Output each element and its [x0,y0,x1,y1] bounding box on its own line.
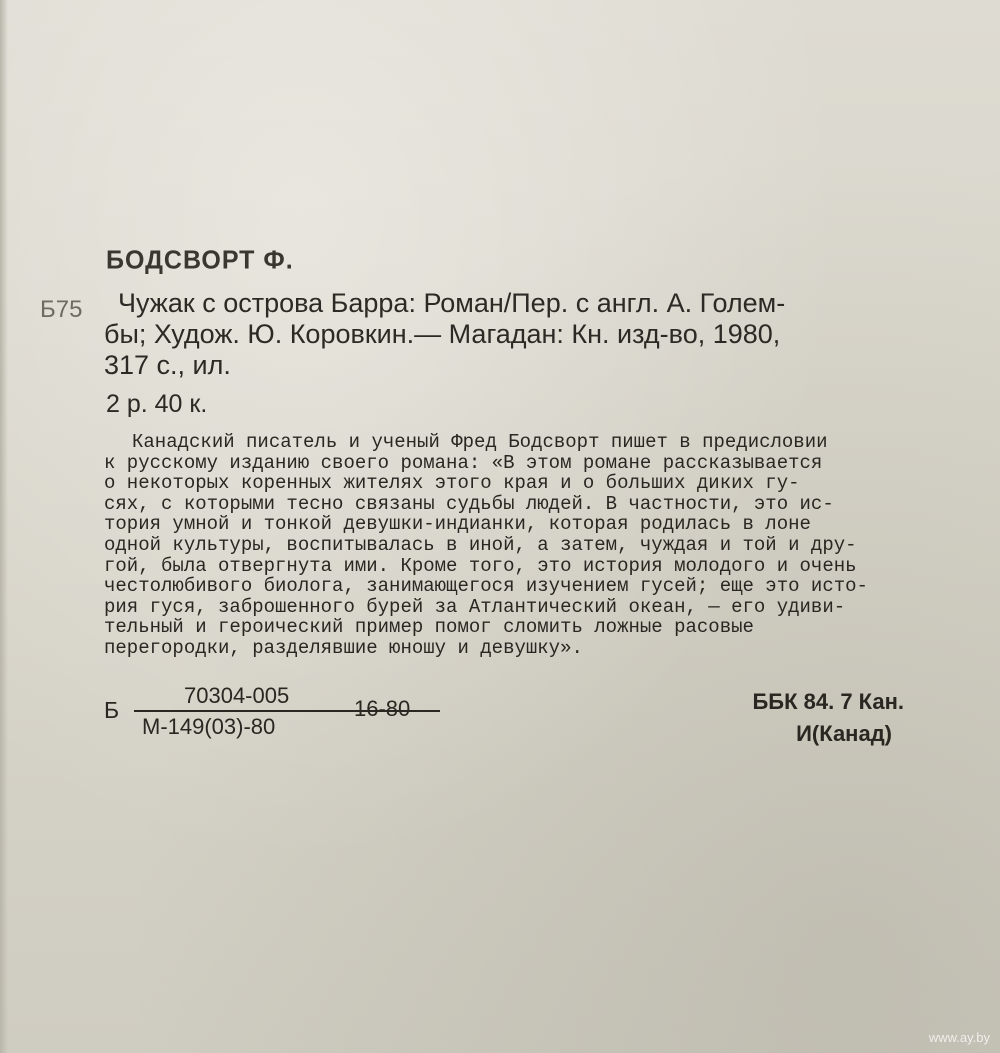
annotation-line: гой, была отвергнута ими. Кроме того, это история молодого и очень [104,554,857,577]
bib-line: Чужак с острова Барра: Роман/Пер. с англ. А. Голем- [118,288,786,318]
annotation-line: честолюбивого биолога, занимающегося изучением гусей; еще это исто- [104,575,868,598]
fraction-denominator: М-149(03)-80 [142,714,276,739]
bbk-classification [752,686,904,750]
bib-line: 317 с., ил. [104,350,231,380]
author-heading: БОДСВОРТ Ф. [106,245,294,275]
annotation-line: сях, с которыми тесно связаны судьбы людей. В частности, это ис- [104,492,834,515]
annotation [104,432,902,659]
bbk-subcode: И(Канад) [796,721,892,746]
price: 2 р. 40 к. [106,390,208,418]
fraction-letter: Б [104,697,120,723]
annotation-line: тория умной и тонкой девушки-индианки, которая родилась в лоне [104,513,811,536]
bib-line: бы; Худож. Ю. Коровкин.— Магадан: Кн. изд-во, 1980, [104,319,781,349]
bibliographic-description [104,288,904,381]
author-index-code: Б75 [40,296,83,323]
annotation-line: одной культуры, воспитывалась в иной, а затем, чуждая и той и дру- [104,533,857,556]
fraction-suffix: 16-80 [354,696,411,721]
annotation-line: тельный и героический пример помог сломить ложные расовые [104,616,754,639]
annotation-line: к русскому изданию своего романа: «В этом романе рассказывается [104,451,823,474]
fraction-numerator: 70304-005 [184,683,290,708]
annotation-line: о некоторых коренных жителях этого края и о больших диких гу- [104,472,800,495]
annotation-line: перегородки, разделявшие юношу и девушку». [104,636,583,659]
bbk-code: ББК 84. 7 Кан. [752,689,904,714]
annotation-line: Канадский писатель и ученый Фред Бодсворт пишет в предисловии [132,431,828,453]
watermark: www.ay.by [928,1030,990,1045]
annotation-line: рия гуся, заброшенного бурей за Атлантический океан, — его удиви- [104,595,846,618]
